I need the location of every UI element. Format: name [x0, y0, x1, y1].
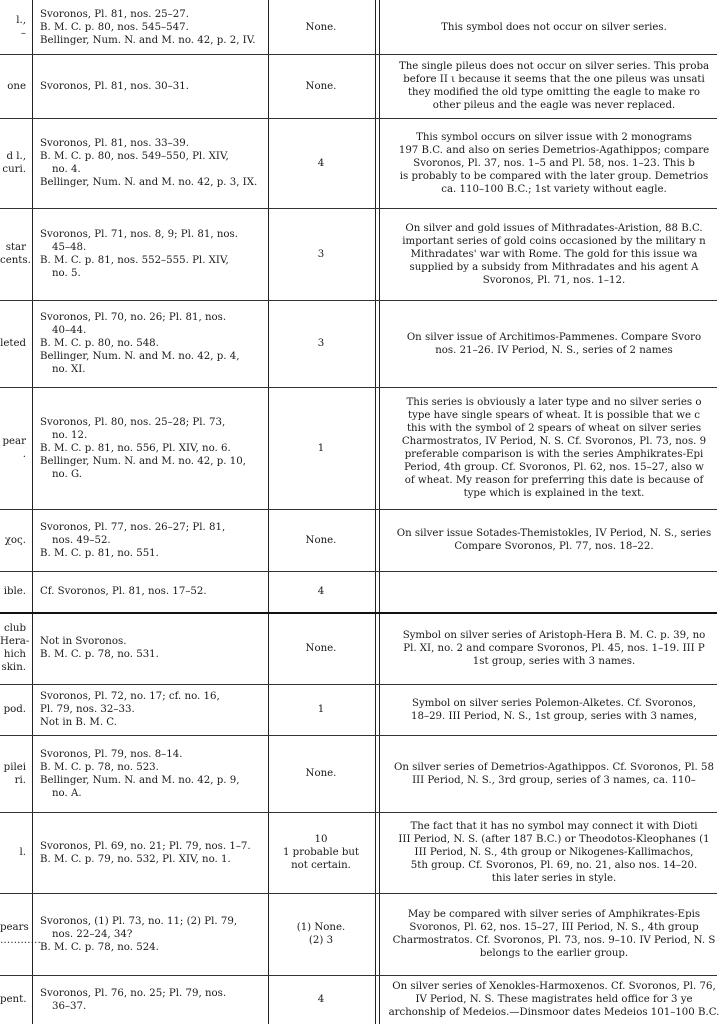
references-line: Svoronos, Pl. 80, nos. 25–28; Pl. 73,	[40, 416, 226, 428]
symbol-line: leted	[0, 338, 26, 349]
symbol-line: pear	[2, 436, 26, 447]
notes-line: On silver and gold issues of Mithradates-Aristion, 88 B.C.	[405, 222, 703, 234]
references-line: Bellinger, Num. N. and M. no. 42, p. 9,	[40, 774, 240, 786]
references-line: B. M. C. p. 78, no. 523.	[40, 761, 159, 773]
notes-line: Mithradates' war with Rome. The gold for this issue wa	[410, 248, 698, 260]
references-line: no. A.	[52, 787, 82, 799]
table-row	[0, 612, 717, 684]
references-line: nos. 49–52.	[52, 534, 111, 546]
count-line: 1	[317, 442, 325, 454]
notes-cell	[384, 977, 724, 1022]
count-cell	[270, 2, 372, 52]
symbol-line: pod.	[3, 704, 26, 715]
notes-cell	[384, 389, 724, 507]
references-line: Svoronos, Pl. 77, nos. 26–27; Pl. 81,	[40, 521, 226, 533]
references-cell	[40, 511, 266, 569]
notes-line: The fact that it has no symbol may connect it with Dioti	[410, 821, 698, 832]
table-row	[0, 812, 717, 893]
references-line: Svoronos, (1) Pl. 73, no. 11; (2) Pl. 79,	[40, 915, 238, 927]
notes-line: this later series in style.	[491, 873, 617, 884]
references-line: no. 12.	[52, 429, 88, 441]
references-line: 40–44.	[52, 325, 87, 336]
notes-cell	[384, 210, 724, 298]
references-cell	[40, 737, 266, 810]
references-cell	[40, 210, 266, 298]
table-row	[0, 387, 717, 509]
count-line: 3	[317, 338, 325, 349]
table-row	[0, 684, 717, 735]
references-line: Bellinger, Num. N. and M. no. 42, p. 3, IX.	[40, 177, 258, 188]
symbol-line: one	[7, 80, 26, 92]
table-row	[0, 118, 717, 208]
count-cell	[270, 977, 372, 1022]
references-line: B. M. C. p. 78, no. 531.	[40, 649, 159, 660]
notes-line: The single pileus does not occur on silver series. This proba	[398, 61, 710, 72]
notes-line: this with the symbol of 2 spears of wheat on silver series	[406, 423, 702, 434]
notes-line: archonship of Medeios.—Dinsmoor dates Medeios 101–100 B.C.	[388, 1007, 720, 1018]
symbol-cell	[0, 614, 30, 682]
notes-line: May be compared with silver series of Amphikrates-Epis	[407, 909, 701, 920]
symbol-cell	[0, 389, 26, 507]
symbol-line: l.	[19, 847, 26, 858]
notes-line: Pl. XI, no. 2 and compare Svoronos, Pl. 45, nos. 1–19. III P	[403, 642, 705, 654]
count-line: 4	[317, 994, 325, 1005]
count-cell	[270, 210, 372, 298]
references-cell	[40, 614, 266, 682]
references-line: Svoronos, Pl. 81, nos. 30–31.	[40, 80, 189, 92]
notes-line: On silver series of Xenokles-Harmoxenos. Cf. Svoronos, Pl. 76,	[392, 981, 716, 992]
references-cell	[40, 977, 266, 1022]
count-line: None.	[305, 534, 337, 546]
references-line: no. G.	[52, 468, 83, 480]
count-cell	[270, 120, 372, 206]
references-cell	[40, 895, 266, 973]
notes-line: Symbol on silver series of Aristoph-Hera B. M. C. p. 39, no	[402, 629, 706, 641]
references-line: B. M. C. p. 81, no. 551.	[40, 547, 159, 559]
table-row	[0, 735, 717, 812]
references-line: Svoronos, Pl. 69, no. 21; Pl. 79, nos. 1–7.	[40, 840, 251, 852]
symbol-line: –	[20, 28, 26, 39]
references-line: no. 5.	[52, 268, 81, 279]
references-line: B. M. C. p. 81, no. 556, Pl. XIV, no. 6.	[40, 442, 231, 454]
notes-cell	[384, 895, 724, 973]
notes-cell	[384, 511, 724, 569]
references-line: no. XI.	[52, 364, 86, 375]
notes-line: 1st group, series with 3 names.	[472, 655, 636, 667]
notes-line: before II ι because it seems that the one pileus was unsati	[403, 74, 705, 85]
notes-line: supplied by a subsidy from Mithradates and his agent A	[409, 261, 699, 273]
notes-line: important series of gold coins occasioned by the military n	[402, 235, 706, 247]
notes-cell	[384, 56, 724, 116]
references-line: B. M. C. p. 80, nos. 549–550, Pl. XIV,	[40, 151, 229, 162]
symbol-cell	[0, 895, 41, 973]
table-row	[0, 208, 717, 300]
notes-line: type which is explained in the text.	[463, 488, 645, 499]
references-cell	[40, 686, 266, 733]
references-line: Not in B. M. C.	[40, 717, 117, 728]
notes-line: preferable comparison is with the series Amphikrates-Epi	[404, 449, 704, 460]
symbol-line: pent.	[0, 994, 27, 1005]
notes-line: This series is obviously a later type and no silver series o	[406, 397, 702, 408]
symbol-line: star	[5, 242, 26, 253]
references-line: Bellinger, Num. N. and M. no. 42, p. 4,	[40, 351, 240, 362]
symbol-line: χος.	[4, 534, 26, 546]
symbol-cell	[0, 737, 26, 810]
references-cell	[40, 2, 266, 52]
notes-line: Compare Svoronos, Pl. 77, nos. 18–22.	[454, 541, 654, 552]
notes-line: Svoronos, Pl. 37, nos. 1–5 and Pl. 58, nos. 1–23. This b	[413, 157, 695, 169]
notes-cell	[384, 573, 724, 610]
references-cell	[40, 573, 266, 610]
notes-line: Symbol on silver series Polemon-Alketes. Cf. Svoronos,	[411, 697, 696, 709]
references-line: Svoronos, Pl. 71, nos. 8, 9; Pl. 81, nos.	[40, 229, 238, 240]
notes-line: ca. 110–100 B.C.; 1st variety without eagle.	[441, 183, 667, 195]
references-cell	[40, 302, 266, 385]
symbol-line: ible.	[3, 586, 26, 597]
references-line: Cf. Svoronos, Pl. 81, nos. 17–52.	[40, 586, 207, 597]
notes-line: IV Period, N. S. These magistrates held office for 3 ye	[415, 994, 693, 1005]
count-line: 1	[317, 704, 325, 715]
symbol-line: club	[3, 623, 26, 634]
symbol-line: .	[22, 449, 26, 460]
notes-line: On silver series of Demetrios-Agathippos. Cf. Svoronos, Pl. 58	[394, 761, 714, 773]
symbol-cell	[0, 977, 26, 1022]
references-line: B. M. C. p. 81, nos. 552–555. Pl. XIV,	[40, 255, 229, 266]
notes-line: 5th group. Cf. Svoronos, Pl. 69, no. 21, also nos. 14–20.	[410, 860, 698, 871]
notes-line: III Period, N. S., 3rd group, series of 3 names, ca. 110–	[412, 774, 696, 786]
references-line: Not in Svoronos.	[40, 636, 127, 647]
symbol-line: l.,	[16, 15, 26, 26]
symbol-line: curi.	[2, 164, 26, 175]
notes-line: On silver issue Sotades-Themistokles, IV Period, N. S., series	[396, 528, 712, 539]
count-line: (2) 3	[308, 935, 334, 946]
count-line: None.	[305, 768, 337, 779]
count-cell	[270, 614, 372, 682]
count-line: None.	[305, 21, 337, 33]
notes-line: Charmostratos, IV Period, N. S. Cf. Svoronos, Pl. 73, nos. 9	[401, 436, 707, 447]
references-line: Bellinger, Num. N. and M. no. 42, p. 2, IV.	[40, 34, 256, 46]
notes-line: they modified the old type omitting the eagle to make ro	[407, 87, 701, 98]
notes-line: This symbol does not occur on silver series.	[441, 21, 667, 33]
symbol-cell	[0, 120, 26, 206]
notes-line: nos. 21–26. IV Period, N. S., series of 2 names	[435, 344, 673, 356]
count-line: None.	[305, 642, 337, 654]
notes-line: On silver issue of Architimos-Pammenes. Compare Svoro	[406, 331, 702, 343]
count-line: not certain.	[291, 860, 351, 871]
references-cell	[40, 56, 266, 116]
symbol-line: cents.	[0, 255, 31, 266]
count-cell	[270, 302, 372, 385]
symbol-cell	[0, 573, 26, 610]
symbol-line: pears	[0, 922, 29, 933]
count-cell	[270, 573, 372, 610]
count-cell	[270, 686, 372, 733]
count-line: None.	[305, 80, 337, 92]
count-cell	[270, 814, 372, 891]
references-line: Svoronos, Pl. 72, no. 17; cf. no. 16,	[40, 691, 220, 702]
notes-cell	[384, 686, 724, 733]
symbol-line: d l.,	[6, 151, 26, 162]
symbol-line: …………	[0, 935, 41, 946]
count-cell	[270, 737, 372, 810]
count-line: 1 probable but	[282, 847, 360, 858]
references-line: Svoronos, Pl. 70, no. 26; Pl. 81, nos.	[40, 312, 227, 323]
notes-line: III Period, N. S. (after 187 B.C.) or Theodotos-Kleophanes (1	[398, 834, 710, 845]
symbol-line: Hera-	[0, 636, 30, 647]
references-line: 45–48.	[52, 242, 87, 253]
table-row	[0, 0, 717, 54]
references-line: Svoronos, Pl. 79, nos. 8–14.	[40, 748, 183, 760]
notes-line: 18–29. III Period, N. S., 1st group, series with 3 names,	[411, 710, 697, 722]
references-line: Pl. 79, nos. 32–33.	[40, 704, 135, 715]
notes-line: of wheat. My reason for preferring this date is because of	[404, 475, 704, 486]
count-line: (1) None.	[296, 922, 346, 933]
references-line: Svoronos, Pl. 76, no. 25; Pl. 79, nos.	[40, 987, 227, 999]
symbol-cell	[0, 511, 26, 569]
references-line: B. M. C. p. 78, no. 524.	[40, 941, 159, 953]
notes-line: Svoronos, Pl. 62, nos. 15–27, III Period, N. S., 4th group	[409, 922, 699, 933]
notes-cell	[384, 2, 724, 52]
references-line: no. 4.	[52, 164, 81, 175]
symbol-cell	[0, 56, 26, 116]
references-cell	[40, 120, 266, 206]
notes-line: Period, 4th group. Cf. Svoronos, Pl. 62, nos. 15–27, also w	[404, 462, 704, 473]
references-cell	[40, 814, 266, 891]
symbol-cell	[0, 814, 26, 891]
references-line: Bellinger, Num. N. and M. no. 42, p. 10,	[40, 455, 246, 467]
references-line: 36–37.	[52, 1000, 87, 1012]
table-row	[0, 975, 720, 1024]
symbol-cell	[0, 302, 26, 385]
symbol-cell	[0, 210, 31, 298]
notes-line: Charmostratos. Cf. Svoronos, Pl. 73, nos. 9–10. IV Period, N. S	[392, 935, 716, 946]
notes-cell	[384, 614, 724, 682]
count-line: 3	[317, 248, 325, 260]
notes-line: is probably to be compared with the later group. Demetrios	[399, 170, 709, 182]
count-line: 10	[314, 834, 328, 845]
notes-line: Svoronos, Pl. 71, nos. 1–12.	[482, 274, 626, 286]
references-line: B. M. C. p. 79, no. 532, Pl. XIV, no. 1.	[40, 853, 231, 865]
count-cell	[270, 511, 372, 569]
symbol-cell	[0, 686, 26, 733]
count-cell	[270, 389, 372, 507]
notes-line: other pileus and the eagle was never replaced.	[432, 100, 676, 111]
notes-line: belongs to the earlier group.	[479, 948, 629, 959]
symbol-line: hich	[3, 649, 26, 660]
count-cell	[270, 56, 372, 116]
notes-cell	[384, 737, 724, 810]
references-line: Svoronos, Pl. 81, nos. 25–27.	[40, 8, 189, 20]
table-row	[0, 509, 717, 571]
symbol-line: ri.	[14, 774, 26, 786]
notes-cell	[384, 814, 724, 891]
table-row	[0, 571, 717, 612]
notes-cell	[384, 302, 724, 385]
notes-line: 197 B.C. and also on series Demetrios-Agathippos; compare	[398, 144, 710, 156]
references-line: B. M. C. p. 80, no. 548.	[40, 338, 159, 349]
count-cell	[270, 895, 372, 973]
symbol-cell	[0, 2, 26, 52]
symbol-line: skin.	[1, 662, 26, 673]
table-row	[0, 54, 717, 118]
references-line: B. M. C. p. 80, nos. 545–547.	[40, 21, 189, 33]
table-row	[0, 300, 717, 387]
symbol-line: pilei	[3, 761, 26, 773]
notes-line: type have single spears of wheat. It is possible that we c	[408, 410, 700, 421]
notes-line: III Period, N. S., 4th group or Nikogenes-Kallimachos,	[414, 847, 694, 858]
table-row	[0, 893, 717, 975]
references-line: Svoronos, Pl. 81, nos. 33–39.	[40, 138, 189, 149]
notes-cell	[384, 120, 724, 206]
notes-line: This symbol occurs on silver issue with 2 monograms	[416, 131, 692, 143]
count-line: 4	[317, 586, 325, 597]
references-cell	[40, 389, 266, 507]
count-line: 4	[317, 157, 325, 169]
references-line: nos. 22–24, 34?	[52, 928, 133, 940]
